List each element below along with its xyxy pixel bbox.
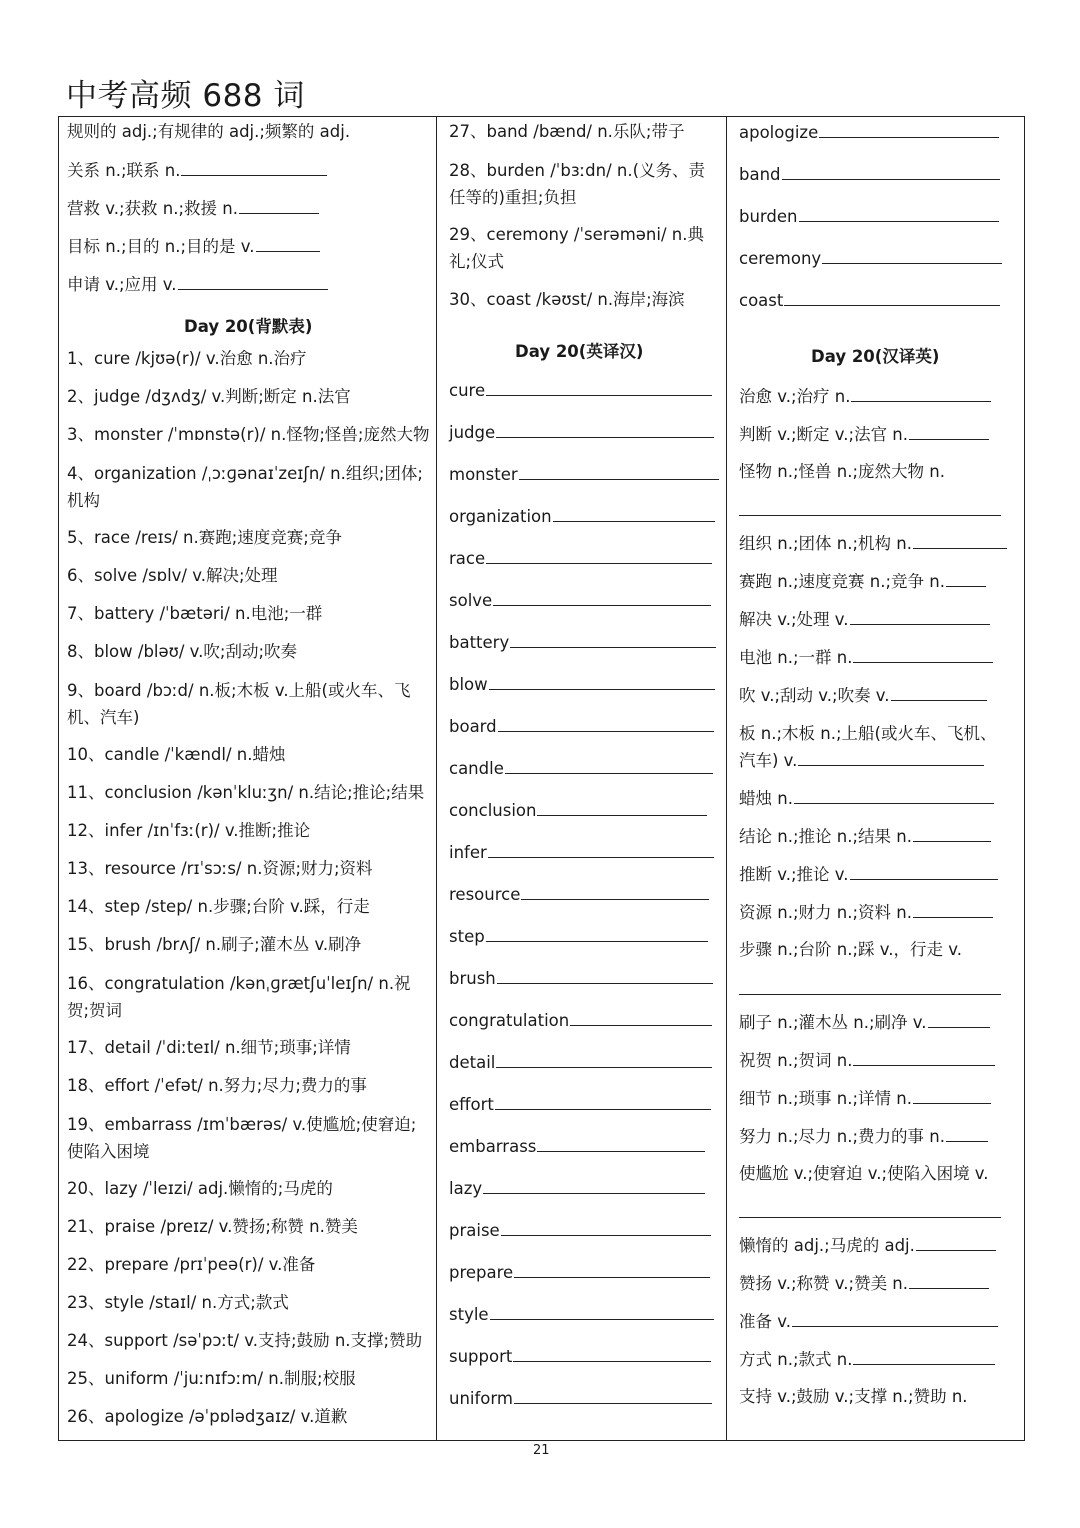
word-blank-row bbox=[449, 1133, 705, 1160]
answer-blank[interactable] bbox=[239, 195, 319, 214]
prompt-row bbox=[739, 1308, 998, 1335]
word-blank-row bbox=[449, 1007, 712, 1034]
answer-blank[interactable] bbox=[496, 419, 714, 438]
answer-blank[interactable] bbox=[891, 682, 987, 701]
vocab-entry: 27、band /bænd/ n.乐队;带子 bbox=[449, 122, 685, 141]
word-blank-row bbox=[739, 203, 999, 230]
word: step bbox=[449, 927, 485, 946]
vocab-entry: 23、style /staɪl/ n.方式;款式 bbox=[67, 1293, 289, 1312]
answer-blank[interactable] bbox=[490, 1301, 714, 1320]
answer-blank[interactable] bbox=[483, 1175, 705, 1194]
section-heading: Day 20(英译汉) bbox=[515, 342, 644, 361]
answer-blank[interactable] bbox=[853, 1346, 995, 1365]
answer-blank[interactable] bbox=[505, 755, 713, 774]
word-blank-row bbox=[739, 119, 999, 146]
vocab-entry: 26、apologize /əˈpɒlədʒaɪz/ v.道歉 bbox=[67, 1407, 348, 1426]
word-blank-row bbox=[739, 287, 1000, 314]
answer-blank[interactable] bbox=[181, 157, 327, 176]
vocab-entry: 12、infer /ɪnˈfɜː(r)/ v.推断;推论 bbox=[67, 821, 311, 840]
word: monster bbox=[449, 465, 518, 484]
vocab-entry: 9、board /bɔːd/ n.板;木板 v.上船(或火车、飞机、汽车) bbox=[67, 681, 411, 727]
answer-blank[interactable] bbox=[851, 383, 991, 402]
prompt-row bbox=[739, 1346, 995, 1373]
answer-blank[interactable] bbox=[501, 1217, 711, 1236]
vocab-entry: 20、lazy /ˈleɪzi/ adj.懒惰的;马虎的 bbox=[67, 1179, 333, 1198]
prompt-text: 治愈 v.;治疗 n. bbox=[739, 387, 851, 406]
word: band bbox=[739, 165, 781, 184]
word-blank-row bbox=[449, 461, 719, 488]
answer-blank[interactable] bbox=[570, 1007, 712, 1026]
answer-blank[interactable] bbox=[913, 823, 991, 842]
prompt-row bbox=[739, 606, 990, 633]
prompt-row bbox=[739, 785, 994, 812]
prompt-text: 步骤 n.;台阶 n.;踩 v.，行走 v. bbox=[739, 940, 962, 959]
answer-blank[interactable] bbox=[792, 1308, 998, 1327]
word: brush bbox=[449, 969, 496, 988]
word-blank-row bbox=[449, 1175, 705, 1202]
word-blank-row bbox=[449, 587, 711, 614]
prompt-row bbox=[739, 899, 993, 926]
answer-blank[interactable] bbox=[553, 503, 715, 522]
answer-blank[interactable] bbox=[739, 994, 1001, 995]
prompt-text: 准备 v. bbox=[739, 1312, 791, 1331]
word-blank-row bbox=[449, 545, 712, 572]
review-item-text: 目标 n.;目的 n.;目的是 v. bbox=[67, 237, 255, 256]
word-blank-row bbox=[449, 797, 707, 824]
answer-blank[interactable] bbox=[519, 461, 719, 480]
prompt-text: 吹 v.;刮动 v.;吹奏 v. bbox=[739, 686, 890, 705]
review-item bbox=[67, 119, 350, 145]
word: congratulation bbox=[449, 1011, 570, 1030]
vocab-entry: 17、detail /ˈdiːteɪl/ n.细节;琐事;详情 bbox=[67, 1038, 351, 1057]
prompt-row bbox=[739, 1085, 991, 1112]
prompt-row bbox=[739, 530, 1007, 557]
review-item bbox=[67, 157, 327, 184]
vocab-entry: 14、step /step/ n.步骤;台阶 v.踩，行走 bbox=[67, 897, 370, 916]
answer-blank[interactable] bbox=[488, 839, 714, 858]
word: board bbox=[449, 717, 497, 736]
word: ceremony bbox=[739, 249, 822, 268]
answer-blank[interactable] bbox=[537, 1133, 705, 1152]
word: detail bbox=[449, 1053, 496, 1072]
answer-blank[interactable] bbox=[486, 545, 712, 564]
answer-blank[interactable] bbox=[495, 1091, 711, 1110]
prompt-row bbox=[739, 1384, 968, 1410]
word: burden bbox=[739, 207, 798, 226]
word: battery bbox=[449, 633, 510, 652]
section-heading: Day 20(背默表) bbox=[184, 317, 313, 336]
answer-blank[interactable] bbox=[256, 233, 320, 252]
chinese-to-english-column bbox=[727, 117, 1026, 1440]
answer-blank[interactable] bbox=[514, 1385, 712, 1404]
vocab-entry: 7、battery /ˈbætəri/ n.电池;一群 bbox=[67, 604, 323, 623]
answer-blank[interactable] bbox=[794, 785, 994, 804]
word: organization bbox=[449, 507, 552, 526]
word: resource bbox=[449, 885, 521, 904]
word-blank-row bbox=[449, 965, 713, 992]
vocab-entry: 13、resource /rɪˈsɔːs/ n.资源;财力;资料 bbox=[67, 859, 373, 878]
answer-blank[interactable] bbox=[946, 1123, 988, 1142]
prompt-text: 怪物 n.;怪兽 n.;庞然大物 n. bbox=[739, 462, 945, 481]
word-blank-row bbox=[449, 1343, 711, 1370]
answer-blank[interactable] bbox=[853, 644, 993, 663]
prompt-text: 使尴尬 v.;使窘迫 v.;使陷入困境 v. bbox=[739, 1164, 989, 1183]
answer-blank[interactable] bbox=[537, 797, 707, 816]
prompt-row bbox=[739, 1270, 989, 1297]
section-heading: Day 20(汉译英) bbox=[811, 347, 940, 366]
vocab-entry: 25、uniform /ˈjuːnɪfɔːm/ n.制服;校服 bbox=[67, 1369, 356, 1388]
review-item bbox=[67, 233, 320, 260]
answer-blank[interactable] bbox=[739, 1217, 1001, 1218]
prompt-row bbox=[739, 383, 991, 410]
word: uniform bbox=[449, 1389, 513, 1408]
prompt-text: 板 n.;木板 n.;上船(或火车、飞机、汽车) v. bbox=[739, 724, 997, 770]
word-blank-row bbox=[449, 1217, 711, 1244]
prompt-row bbox=[739, 1232, 996, 1259]
answer-blank[interactable] bbox=[510, 629, 716, 648]
vocab-entry: 16、congratulation /kənˌɡrætʃuˈleɪʃn/ n.祝贺;贺词 bbox=[67, 974, 411, 1020]
vocab-entry: 6、solve /sɒlv/ v.解决;处理 bbox=[67, 566, 278, 585]
prompt-row bbox=[739, 1009, 990, 1036]
prompt-row bbox=[739, 720, 1009, 774]
word-blank-row bbox=[449, 419, 714, 446]
word: apologize bbox=[739, 123, 819, 142]
answer-blank[interactable] bbox=[486, 377, 712, 396]
review-item-text: 营救 v.;获救 n.;救援 n. bbox=[67, 199, 238, 218]
word-blank-row bbox=[449, 1259, 710, 1286]
word-blank-row bbox=[449, 713, 714, 740]
answer-blank[interactable] bbox=[819, 119, 999, 138]
answer-blank[interactable] bbox=[513, 1343, 711, 1362]
word: solve bbox=[449, 591, 493, 610]
prompt-row bbox=[739, 1123, 988, 1150]
english-to-chinese-column bbox=[437, 117, 727, 1440]
prompt-text: 祝贺 n.;贺词 n. bbox=[739, 1051, 853, 1070]
answer-blank[interactable] bbox=[946, 568, 986, 587]
answer-blank[interactable] bbox=[489, 671, 715, 690]
word: coast bbox=[739, 291, 784, 310]
prompt-row bbox=[739, 823, 991, 850]
answer-blank[interactable] bbox=[909, 421, 989, 440]
page-number: 21 bbox=[533, 1443, 550, 1458]
vocab-entry: 15、brush /brʌʃ/ n.刷子;灌木丛 v.刷净 bbox=[67, 935, 362, 954]
review-item-text: 申请 v.;应用 v. bbox=[67, 275, 177, 294]
prompt-row bbox=[739, 568, 986, 595]
prompt-row bbox=[739, 644, 993, 671]
answer-blank[interactable] bbox=[178, 271, 328, 290]
word-blank-row bbox=[449, 923, 708, 950]
worksheet-table bbox=[58, 116, 1025, 1441]
vocab-entry: 1、cure /kjʊə(r)/ v.治愈 n.治疗 bbox=[67, 349, 307, 368]
prompt-text: 资源 n.;财力 n.;资料 n. bbox=[739, 903, 912, 922]
vocab-entry: 18、effort /ˈefət/ n.努力;尽力;费力的事 bbox=[67, 1076, 367, 1095]
answer-blank[interactable] bbox=[850, 861, 998, 880]
prompt-text: 懒惰的 adj.;马虎的 adj. bbox=[739, 1236, 915, 1255]
word: judge bbox=[449, 423, 496, 442]
prompt-text: 电池 n.;一群 n. bbox=[739, 648, 853, 667]
prompt-text: 支持 v.;鼓励 v.;支撑 n.;赞助 n. bbox=[739, 1387, 968, 1406]
word: lazy bbox=[449, 1179, 483, 1198]
vocab-entry: 5、race /reɪs/ n.赛跑;速度竞赛;竞争 bbox=[67, 528, 342, 547]
word-blank-row bbox=[449, 629, 716, 656]
word: conclusion bbox=[449, 801, 537, 820]
memorize-column bbox=[59, 117, 437, 1440]
vocab-entry: 3、monster /ˈmɒnstə(r)/ n.怪物;怪兽;庞然大物 bbox=[67, 425, 430, 444]
prompt-row bbox=[739, 1047, 995, 1074]
answer-blank[interactable] bbox=[493, 587, 711, 606]
prompt-row bbox=[739, 1161, 989, 1187]
word: prepare bbox=[449, 1263, 514, 1282]
word-blank-row bbox=[739, 245, 1002, 272]
prompt-text: 刷子 n.;灌木丛 n.;刷净 v. bbox=[739, 1013, 927, 1032]
answer-blank[interactable] bbox=[822, 245, 1002, 264]
vocab-entry: 30、coast /kəʊst/ n.海岸;海滨 bbox=[449, 290, 685, 309]
word: support bbox=[449, 1347, 513, 1366]
prompt-text: 判断 v.;断定 v.;法官 n. bbox=[739, 425, 909, 444]
answer-blank[interactable] bbox=[913, 899, 993, 918]
word-blank-row bbox=[449, 671, 715, 698]
answer-blank[interactable] bbox=[928, 1009, 990, 1028]
vocab-entry: 11、conclusion /kənˈkluːʒn/ n.结论;推论;结果 bbox=[67, 783, 425, 802]
vocab-entry: 28、burden /ˈbɜːdn/ n.(义务、责任等的)重担;负担 bbox=[449, 161, 706, 207]
answer-blank[interactable] bbox=[497, 965, 713, 984]
word-blank-row bbox=[449, 503, 715, 530]
vocab-entry: 10、candle /ˈkændl/ n.蜡烛 bbox=[67, 745, 286, 764]
review-item-text: 关系 n.;联系 n. bbox=[67, 161, 181, 180]
prompt-row bbox=[739, 937, 962, 963]
word: race bbox=[449, 549, 486, 568]
word: cure bbox=[449, 381, 486, 400]
review-item bbox=[67, 271, 328, 298]
answer-blank[interactable] bbox=[916, 1232, 996, 1251]
answer-blank[interactable] bbox=[850, 606, 990, 625]
prompt-row bbox=[739, 861, 998, 888]
answer-blank[interactable] bbox=[782, 161, 1000, 180]
word: blow bbox=[449, 675, 488, 694]
prompt-text: 推断 v.;推论 v. bbox=[739, 865, 849, 884]
word-blank-row bbox=[739, 161, 1000, 188]
vocab-entry: 4、organization /ˌɔːɡənaɪˈzeɪʃn/ n.组织;团体;机构 bbox=[67, 464, 423, 510]
prompt-text: 努力 n.;尽力 n.;费力的事 n. bbox=[739, 1127, 945, 1146]
vocab-entry: 19、embarrass /ɪmˈbærəs/ v.使尴尬;使窘迫;使陷入困境 bbox=[67, 1115, 417, 1161]
answer-blank[interactable] bbox=[853, 1047, 995, 1066]
answer-blank[interactable] bbox=[909, 1270, 989, 1289]
prompt-text: 解决 v.;处理 v. bbox=[739, 610, 849, 629]
vocab-entry: 2、judge /dʒʌdʒ/ v.判断;断定 n.法官 bbox=[67, 387, 351, 406]
word: praise bbox=[449, 1221, 500, 1240]
page-title: 中考高频 688 词 bbox=[66, 78, 305, 114]
word-blank-row bbox=[449, 1301, 714, 1328]
vocab-entry: 29、ceremony /ˈserəməni/ n.典礼;仪式 bbox=[449, 225, 704, 271]
word-blank-row bbox=[449, 881, 709, 908]
word: infer bbox=[449, 843, 487, 862]
answer-blank[interactable] bbox=[739, 515, 1001, 516]
word-blank-row bbox=[449, 377, 712, 404]
prompt-text: 细节 n.;琐事 n.;详情 n. bbox=[739, 1089, 912, 1108]
vocab-entry: 8、blow /bləʊ/ v.吹;刮动;吹奏 bbox=[67, 642, 298, 661]
prompt-text: 结论 n.;推论 n.;结果 n. bbox=[739, 827, 912, 846]
answer-blank[interactable] bbox=[913, 530, 1007, 549]
word-blank-row bbox=[449, 755, 713, 782]
answer-blank[interactable] bbox=[521, 881, 709, 900]
prompt-row bbox=[739, 459, 945, 485]
answer-blank[interactable] bbox=[784, 287, 1000, 306]
answer-blank[interactable] bbox=[486, 923, 708, 942]
prompt-text: 赛跑 n.;速度竞赛 n.;竞争 n. bbox=[739, 572, 945, 591]
answer-blank[interactable] bbox=[496, 1049, 712, 1068]
word: style bbox=[449, 1305, 489, 1324]
prompt-row bbox=[739, 682, 987, 709]
review-item bbox=[67, 195, 319, 222]
prompt-text: 蜡烛 n. bbox=[739, 789, 793, 808]
vocab-entry: 22、prepare /prɪˈpeə(r)/ v.准备 bbox=[67, 1255, 316, 1274]
word-blank-row bbox=[449, 1049, 712, 1076]
prompt-text: 组织 n.;团体 n.;机构 n. bbox=[739, 534, 912, 553]
vocab-entry: 24、support /səˈpɔːt/ v.支持;鼓励 n.支撑;赞助 bbox=[67, 1331, 423, 1350]
word-blank-row bbox=[449, 839, 714, 866]
prompt-text: 赞扬 v.;称赞 v.;赞美 n. bbox=[739, 1274, 909, 1293]
word-blank-row bbox=[449, 1091, 711, 1118]
prompt-row bbox=[739, 421, 989, 448]
prompt-text: 方式 n.;款式 n. bbox=[739, 1350, 853, 1369]
answer-blank[interactable] bbox=[798, 747, 984, 766]
answer-blank[interactable] bbox=[913, 1085, 991, 1104]
vocab-entry: 21、praise /preɪz/ v.赞扬;称赞 n.赞美 bbox=[67, 1217, 358, 1236]
answer-blank[interactable] bbox=[799, 203, 999, 222]
answer-blank[interactable] bbox=[514, 1259, 710, 1278]
answer-blank[interactable] bbox=[498, 713, 714, 732]
review-item-text: 规则的 adj.;有规律的 adj.;频繁的 adj. bbox=[67, 122, 351, 141]
word: candle bbox=[449, 759, 504, 778]
word-blank-row bbox=[449, 1385, 712, 1412]
word: effort bbox=[449, 1095, 494, 1114]
word: embarrass bbox=[449, 1137, 537, 1156]
